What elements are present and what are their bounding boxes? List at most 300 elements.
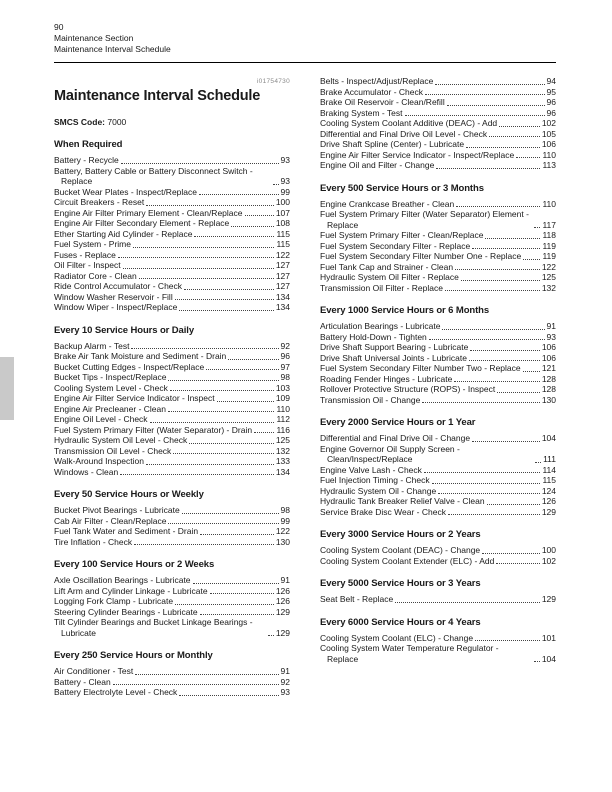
dot-leader: [206, 369, 278, 370]
section-heading: Every 250 Service Hours or Monthly: [54, 650, 213, 661]
toc-entry: [320, 87, 556, 98]
entry-page-number: 100: [275, 197, 290, 207]
toc-entry: [54, 187, 290, 198]
dot-leader: [120, 474, 274, 475]
entry-page-number: 114: [542, 464, 556, 475]
entry-title: Hydraulic System Oil Filter - Replace: [320, 272, 459, 282]
entry-page-number: 98: [280, 505, 290, 515]
toc-entry: [320, 332, 556, 343]
entry-page-number: 125: [275, 435, 290, 445]
entry-title: Tire Inflation - Check: [54, 536, 133, 547]
entry-title: Transmission Oil Filter - Replace: [320, 282, 443, 293]
dot-leader: [422, 402, 540, 403]
dot-leader: [231, 226, 274, 227]
dot-leader: [189, 443, 274, 444]
dot-leader: [179, 310, 274, 311]
entry-page-number: 91: [280, 666, 290, 676]
toc-entry: [54, 229, 290, 240]
entry-page-number: 130: [275, 536, 290, 547]
entry-page-number: 127: [275, 260, 290, 270]
header-subsection-title: Maintenance Interval Schedule: [54, 44, 171, 54]
toc-entry: [54, 383, 290, 394]
entry-page-number: 91: [546, 321, 556, 331]
toc-entry: [320, 433, 556, 444]
entry-title: Fuel Tank Water and Sediment - Drain: [54, 526, 199, 536]
toc-entry: [54, 414, 290, 425]
entry-page-number: 118: [542, 230, 556, 240]
toc-entry: [320, 76, 556, 87]
entry-title: Cooling System Coolant Additive (DEAC) - Add: [320, 118, 498, 128]
toc-entry: [320, 363, 556, 374]
entry-page-number: 134: [275, 302, 290, 312]
entry-title: Brake Oil Reservoir - Clean/Refill: [320, 97, 445, 107]
dot-leader: [535, 462, 541, 463]
entry-title: Engine Air Filter Primary Element - Clean/Replace: [54, 207, 243, 218]
entry-page-number: 127: [275, 270, 290, 281]
entry-title: Hydraulic System Oil Level - Check: [54, 435, 188, 445]
dot-leader: [199, 194, 279, 195]
toc-entry: [54, 526, 290, 537]
toc-entry: [320, 444, 556, 465]
toc-entry: [54, 260, 290, 271]
entry-page-number: 97: [280, 361, 290, 372]
dot-leader: [523, 259, 540, 260]
entry-title: Windows - Clean: [54, 466, 119, 477]
entry-page-number: 125: [541, 272, 556, 282]
entry-title: Service Brake Disc Wear - Check: [320, 506, 446, 517]
toc-entry: [54, 607, 290, 618]
dot-leader: [179, 695, 278, 696]
entry-title: Battery, Battery Cable or Battery Disconnect Switch - Replace: [54, 165, 253, 186]
entry-title: Axle Oscillation Bearings - Lubricate: [54, 575, 191, 585]
entry-page-number: 93: [280, 155, 290, 165]
toc-entry: [54, 575, 290, 586]
entry-page-number: 107: [275, 207, 290, 218]
smcs-code: [54, 117, 290, 127]
toc-entry: [54, 281, 290, 292]
entry-title: Steering Cylinder Bearings - Lubricate: [54, 606, 198, 617]
entry-page-number: 117: [542, 219, 556, 230]
dot-leader: [168, 380, 278, 381]
entry-title: Cooling System Coolant (ELC) - Change: [320, 632, 474, 643]
entry-title: Cab Air Filter - Clean/Replace: [54, 515, 167, 526]
toc-entry: [54, 505, 290, 516]
toc-entry: [54, 435, 290, 446]
entry-title: Fuel System Primary Filter (Water Separator) - Drain: [54, 424, 253, 435]
dot-leader: [168, 523, 278, 524]
dot-leader: [405, 115, 545, 116]
entry-title: Drive Shaft Support Bearing - Lubricate: [320, 342, 469, 352]
toc-entry: [320, 384, 556, 395]
dot-leader: [228, 359, 278, 360]
entry-title: Engine Oil and Filter - Change: [320, 160, 435, 170]
entry-page-number: 115: [276, 228, 290, 239]
dot-leader: [475, 640, 540, 641]
dot-leader: [150, 422, 275, 423]
entry-page-number: 128: [541, 384, 556, 394]
entry-page-number: 130: [541, 394, 556, 405]
dot-leader: [534, 661, 540, 662]
toc-entry: [320, 353, 556, 364]
entry-page-number: 93: [280, 687, 290, 697]
entry-page-number: 124: [541, 485, 556, 496]
entry-title: Walk-Around Inspection: [54, 456, 144, 466]
dot-leader: [432, 483, 541, 484]
toc-entry: [320, 283, 556, 294]
entry-title: Fuel System - Prime: [54, 239, 131, 249]
toc-entry: [54, 617, 290, 638]
entry-page-number: 115: [276, 239, 290, 249]
entry-page-number: 106: [541, 352, 556, 363]
left-column-sections: [54, 139, 290, 698]
entry-page-number: 106: [541, 139, 556, 149]
dot-leader: [482, 553, 540, 554]
dot-leader: [516, 157, 540, 158]
header-section-title: Maintenance Section: [54, 33, 134, 43]
dot-leader: [184, 289, 274, 290]
entry-title: Brake Air Tank Moisture and Sediment - Drain: [54, 351, 227, 361]
toc-entry: [320, 272, 556, 283]
entry-title: Lift Arm and Cylinder Linkage - Lubricate: [54, 585, 208, 596]
toc-entry: [320, 556, 556, 567]
toc-entry: [54, 456, 290, 467]
entry-title: Fuel System Primary Filter (Water Separator) Element - Replace: [320, 209, 529, 230]
entry-title: Hydraulic System Oil - Change: [320, 485, 437, 496]
toc-entry: [54, 586, 290, 597]
toc-entry: [320, 486, 556, 497]
entry-title: Fuel Injection Timing - Check: [320, 475, 430, 485]
entry-title: Articulation Bearings - Lubricate: [320, 321, 441, 331]
dot-leader: [461, 280, 540, 281]
entry-page-number: 132: [541, 282, 556, 293]
entry-page-number: 94: [546, 76, 556, 86]
entry-title: Engine Valve Lash - Check: [320, 464, 422, 475]
entry-title: Oil Filter - Inspect: [54, 260, 121, 270]
entry-title: Roading Fender Hinges - Lubricate: [320, 373, 453, 384]
entry-page-number: 121: [541, 363, 556, 373]
page-number: 90: [54, 22, 64, 32]
dot-leader: [170, 390, 274, 391]
section-heading: Every 5000 Service Hours or 3 Years: [320, 578, 481, 589]
entry-title: Bucket Tips - Inspect/Replace: [54, 372, 167, 382]
entry-title: Bucket Pivot Bearings - Lubricate: [54, 505, 180, 515]
toc-entry: [54, 666, 290, 677]
dot-leader: [210, 593, 274, 594]
entry-title: Backup Alarm - Test: [54, 340, 130, 351]
entry-page-number: 101: [541, 632, 556, 643]
dot-leader: [445, 290, 540, 291]
toc-entry: [54, 292, 290, 303]
entry-title: Belts - Inspect/Adjust/Replace: [320, 76, 434, 86]
dot-leader: [146, 205, 274, 206]
toc-entry: [320, 507, 556, 518]
dot-leader: [182, 513, 279, 514]
entry-title: Fuel System Secondary Filter - Replace: [320, 240, 471, 251]
entry-title: Fuel System Secondary Filter Number Two - Replace: [320, 363, 521, 373]
dot-leader: [436, 168, 540, 169]
dot-leader: [472, 441, 540, 442]
dot-leader: [118, 257, 274, 258]
dot-leader: [496, 563, 539, 564]
entry-page-number: 104: [541, 433, 556, 443]
section-heading: Every 2000 Service Hours or 1 Year: [320, 417, 476, 428]
entry-title: Radiator Core - Clean: [54, 270, 137, 281]
entry-page-number: 102: [541, 118, 556, 128]
entry-page-number: 119: [542, 251, 556, 261]
dot-leader: [268, 635, 274, 636]
toc-entry: [54, 166, 290, 187]
entry-page-number: 110: [542, 149, 556, 160]
page-edge-thumb-tab: [0, 357, 14, 420]
toc-entry: [54, 372, 290, 383]
entry-title: Transmission Oil Level - Check: [54, 445, 172, 456]
dot-leader: [470, 350, 539, 351]
toc-entry: [320, 342, 556, 353]
entry-page-number: 102: [541, 555, 556, 566]
toc-entry: [320, 129, 556, 140]
entry-page-number: 126: [275, 585, 290, 596]
dot-leader: [217, 401, 274, 402]
toc-entry: [320, 594, 556, 605]
section-heading: Every 10 Service Hours or Daily: [54, 324, 195, 336]
entry-page-number: 104: [541, 653, 556, 664]
dot-leader: [497, 392, 540, 393]
dot-leader: [134, 544, 274, 545]
entry-page-number: 112: [276, 414, 290, 424]
entry-title: Tilt Cylinder Bearings and Bucket Linkage Bearings - Lubricate: [54, 617, 253, 638]
dot-leader: [466, 147, 540, 148]
toc-entry: [54, 239, 290, 250]
toc-entry: [54, 467, 290, 478]
entry-page-number: 91: [280, 575, 290, 585]
entry-title: Battery - Recycle: [54, 155, 119, 165]
entry-title: Drive Shaft Spline (Center) - Lubricate: [320, 139, 465, 149]
entry-title: Fuel System Secondary Filter Number One - Replace: [320, 251, 522, 261]
entry-page-number: 132: [275, 445, 290, 456]
toc-entry: [320, 199, 556, 210]
dot-leader: [469, 360, 540, 361]
toc-entry: [320, 97, 556, 108]
toc-entry: [320, 251, 556, 262]
entry-page-number: 96: [546, 107, 556, 118]
entry-title: Window Washer Reservoir - Fill: [54, 291, 173, 302]
toc-entry: [54, 302, 290, 313]
entry-page-number: 92: [280, 676, 290, 687]
dot-leader: [534, 227, 540, 228]
section-heading: Every 6000 Service Hours or 4 Years: [320, 616, 481, 628]
toc-entry: [54, 687, 290, 698]
entry-title: Circuit Breakers - Reset: [54, 197, 145, 207]
left-column: [54, 76, 290, 698]
toc-entry: [320, 633, 556, 644]
toc-entry: [320, 118, 556, 129]
toc-entry: [54, 596, 290, 607]
dot-leader: [429, 339, 545, 340]
dot-leader: [448, 514, 540, 515]
entry-title: Fuel Tank Cap and Strainer - Clean: [320, 261, 454, 272]
entry-title: Cooling System Coolant Extender (ELC) - Add: [320, 555, 495, 566]
dot-leader: [133, 247, 274, 248]
entry-page-number: 96: [546, 97, 556, 107]
dot-leader: [435, 84, 544, 85]
dot-leader: [395, 602, 540, 603]
entry-page-number: 108: [275, 218, 290, 228]
dot-leader: [499, 126, 540, 127]
entry-page-number: 110: [276, 403, 290, 414]
entry-page-number: 134: [275, 291, 290, 302]
dot-leader: [200, 534, 274, 535]
smcs-label: SMCS Code:: [54, 117, 105, 127]
dot-leader: [447, 105, 545, 106]
doc-id: i01754730: [256, 78, 290, 85]
toc-entry: [54, 537, 290, 548]
toc-entry: [54, 362, 290, 373]
toc-entry: [54, 250, 290, 261]
toc-entry: [320, 643, 556, 664]
entry-page-number: 111: [543, 454, 556, 464]
entry-page-number: 99: [280, 515, 290, 526]
toc-entry: [54, 404, 290, 415]
entry-page-number: 99: [280, 186, 290, 197]
section-heading: When Required: [54, 139, 123, 150]
dot-leader: [442, 329, 544, 330]
dot-leader: [523, 371, 540, 372]
entry-page-number: 127: [275, 281, 290, 291]
entry-page-number: 109: [275, 393, 290, 403]
toc-entry: [320, 139, 556, 150]
entry-title: Transmission Oil - Change: [320, 394, 421, 405]
entry-page-number: 105: [541, 128, 556, 139]
dot-leader: [489, 136, 540, 137]
entry-page-number: 103: [275, 382, 290, 393]
right-column-sections: [320, 76, 556, 664]
toc-entry: [54, 425, 290, 436]
dot-leader: [424, 472, 541, 473]
dot-leader: [200, 614, 274, 615]
dot-leader: [438, 493, 540, 494]
dot-leader: [146, 464, 274, 465]
dot-leader: [454, 381, 540, 382]
section-heading: Every 100 Service Hours or 2 Weeks: [54, 559, 215, 570]
dot-leader: [175, 604, 274, 605]
entry-title: Cooling System Coolant (DEAC) - Change: [320, 545, 481, 555]
entry-page-number: 133: [275, 456, 290, 466]
entry-title: Engine Air Precleaner - Clean: [54, 403, 166, 414]
entry-page-number: 129: [541, 506, 556, 517]
entry-page-number: 113: [542, 160, 556, 170]
dot-leader: [175, 299, 274, 300]
toc-entry: [320, 262, 556, 273]
dot-leader: [173, 453, 274, 454]
dot-leader: [456, 206, 540, 207]
toc-entry: [54, 341, 290, 352]
entry-page-number: 126: [541, 496, 556, 506]
article-title: Maintenance Interval Schedule: [54, 88, 261, 104]
entry-title: Fuses - Replace: [54, 249, 116, 260]
toc-entry: [320, 496, 556, 507]
dot-leader: [193, 583, 279, 584]
entry-title: Braking System - Test: [320, 107, 403, 118]
toc-entry: [320, 209, 556, 230]
toc-entry: [54, 516, 290, 527]
toc-entry: [54, 155, 290, 166]
entry-title: Cooling System Level - Check: [54, 382, 168, 393]
entry-title: Battery Electrolyte Level - Check: [54, 687, 178, 697]
toc-entry: [54, 393, 290, 404]
entry-title: Air Conditioner - Test: [54, 666, 134, 676]
toc-entry: [320, 150, 556, 161]
entry-title: Engine Governor Oil Supply Screen - Clean/Inspect/Replace: [320, 443, 460, 464]
entry-page-number: 126: [275, 596, 290, 606]
toc-entry: [54, 351, 290, 362]
toc-entry: [54, 197, 290, 208]
entry-page-number: 129: [541, 594, 556, 604]
toc-columns: [0, 63, 612, 698]
dot-leader: [487, 504, 540, 505]
entry-title: Ride Control Accumulator - Check: [54, 281, 183, 291]
entry-title: Window Wiper - Inspect/Replace: [54, 302, 178, 312]
dot-leader: [194, 236, 274, 237]
entry-page-number: 100: [541, 545, 556, 555]
entry-title: Engine Crankcase Breather - Clean: [320, 198, 455, 209]
toc-entry: [320, 465, 556, 476]
entry-title: Battery - Clean: [54, 676, 111, 687]
entry-page-number: 122: [541, 261, 556, 272]
dot-leader: [123, 268, 274, 269]
toc-entry: [320, 395, 556, 406]
section-heading: Every 3000 Service Hours or 2 Years: [320, 529, 481, 540]
entry-title: Differential and Final Drive Oil - Change: [320, 433, 471, 443]
entry-title: Drive Shaft Universal Joints - Lubricate: [320, 352, 467, 363]
section-heading: Every 50 Service Hours or Weekly: [54, 489, 204, 500]
entry-page-number: 110: [542, 198, 556, 209]
dot-leader: [121, 163, 279, 164]
toc-entry: [54, 271, 290, 282]
toc-entry: [320, 108, 556, 119]
dot-leader: [472, 248, 540, 249]
entry-title: Seat Belt - Replace: [320, 594, 394, 604]
dot-leader: [113, 684, 279, 685]
toc-entry: [320, 374, 556, 385]
entry-title: Fuel System Primary Filter - Clean/Replace: [320, 230, 484, 240]
entry-title: Ether Starting Aid Cylinder - Replace: [54, 228, 193, 239]
right-column: [320, 76, 556, 698]
dot-leader: [273, 184, 279, 185]
entry-page-number: 122: [275, 249, 290, 260]
dot-leader: [139, 278, 274, 279]
dot-leader: [245, 215, 274, 216]
entry-title: Cooling System Water Temperature Regulator - Replace: [320, 643, 499, 664]
entry-title: Engine Oil Level - Check: [54, 414, 148, 424]
entry-title: Engine Air Filter Secondary Element - Replace: [54, 218, 230, 228]
section-heading: Every 500 Service Hours or 3 Months: [320, 182, 484, 194]
toc-entry: [320, 241, 556, 252]
entry-title: Hydraulic Tank Breaker Relief Valve - Clean: [320, 496, 485, 506]
entry-title: Bucket Wear Plates - Inspect/Replace: [54, 186, 197, 197]
entry-page-number: 96: [280, 351, 290, 361]
page-header: [0, 0, 612, 55]
entry-title: Differential and Final Drive Oil Level - Check: [320, 128, 488, 139]
toc-entry: [54, 446, 290, 457]
entry-page-number: 116: [276, 424, 290, 435]
dot-leader: [425, 94, 545, 95]
dot-leader: [455, 269, 540, 270]
toc-entry: [320, 321, 556, 332]
toc-entry: [54, 208, 290, 219]
dot-leader: [135, 674, 278, 675]
toc-entry: [54, 677, 290, 688]
toc-entry: [320, 545, 556, 556]
